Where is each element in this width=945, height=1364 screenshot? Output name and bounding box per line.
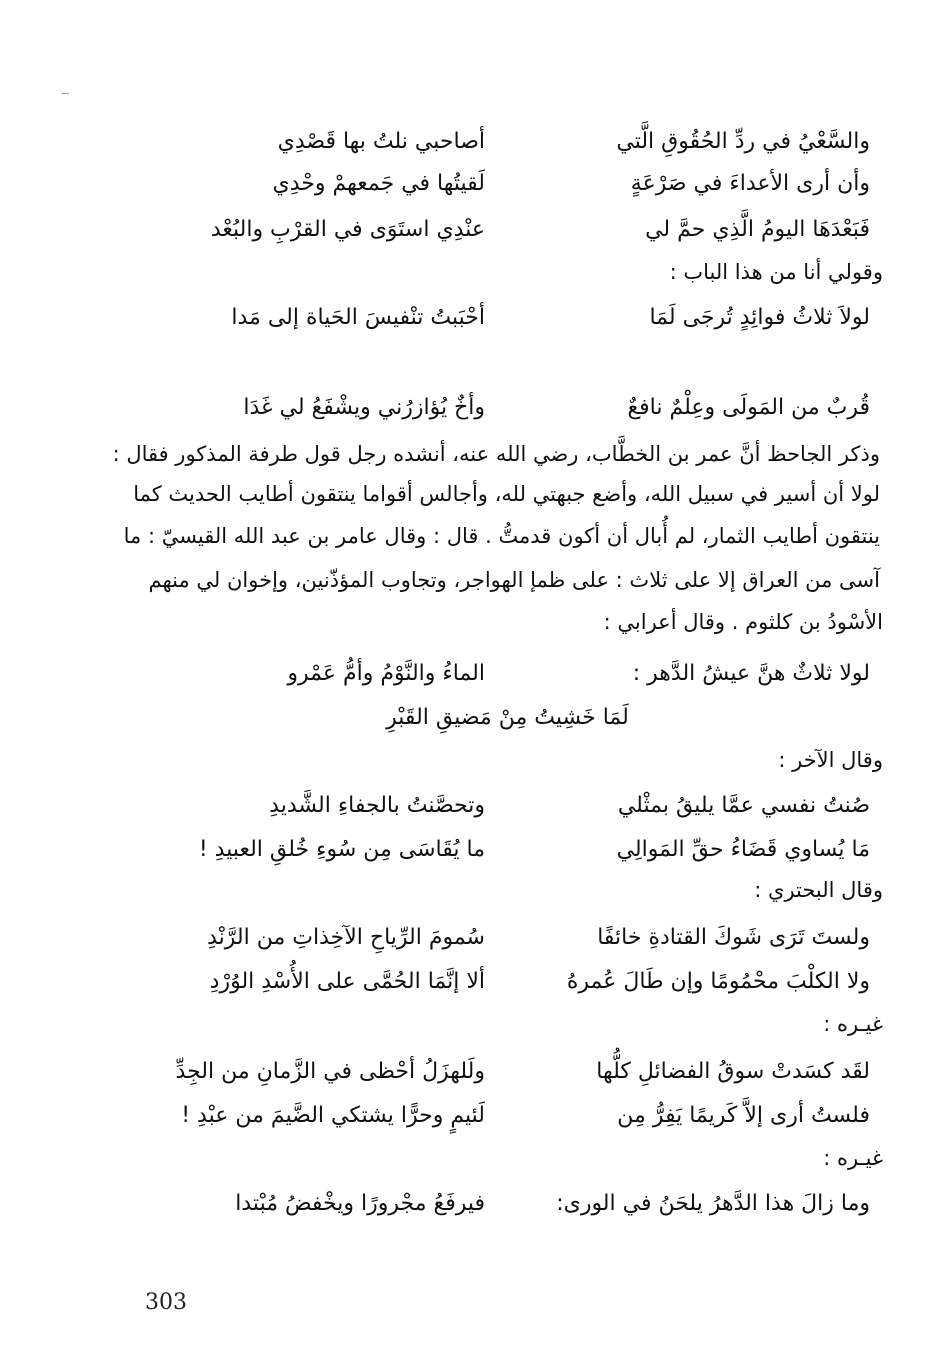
prose-line: وذكر الجاحظ أنَّ عمر بن الخطَّاب، رضي الله عنه، أنشده رجل قول طرفة المذكور فقال : (112, 442, 880, 466)
verse-second-hemistich: ما يُقَاسَى مِن سُوءِ خُلقِ العبيدِ ! (198, 837, 485, 862)
verse-second-hemistich: فيرفَعُ مجْرورًا ويخْفضُ مُبْتدا (235, 1191, 485, 1216)
page-number: 303 (145, 1290, 187, 1315)
verse-line (135, 652, 880, 696)
scan-mark (62, 93, 69, 94)
verse-first-hemistich: ولا الكلْبَ محْمُومًا وإن طَالَ عُمرهُ (566, 969, 870, 994)
verse-first-hemistich: فلستُ أرى إلاَّ كَريمًا يَفِرُّ مِن (617, 1103, 870, 1128)
verse-first-hemistich: مَا يُساوي قَضَاءُ حقِّ المَوالِي (616, 837, 870, 862)
verse-second-hemistich: الماءُ والنَّوْمُ وأمُّ عَمْرو (287, 661, 485, 686)
verse-line (135, 916, 880, 960)
verse-second-hemistich: عنْدِي استَوَى في القرْبِ والبُعْد (210, 217, 485, 242)
verse-second-hemistich: وأخٌ يُؤازرُني ويشْفَعُ لي غَدَا (243, 395, 485, 420)
verse-line (135, 386, 880, 430)
verse-first-hemistich: فَبَعْدَهَا اليومُ الَّذِي حمَّ لي (645, 217, 870, 242)
verse-line (135, 1094, 880, 1138)
verse-line (135, 1182, 880, 1226)
verse-first-hemistich: قُربٌ من المَولَى وعِلْمٌ نافعٌ (627, 395, 870, 420)
prose-line: ينتقون أطايب الثمار، لم أُبال أن أكون قدمتُّ . قال : وقال عامر بن عبد الله القيسيّ : ما (123, 524, 880, 548)
verse-tail: لَمَا خَشِيتُ مِنْ مَضيقِ القَبْرِ (386, 705, 629, 730)
prose-line: الأسْودُ بن كلثوم . وقال أعرابي : (603, 610, 883, 634)
verse-line (135, 296, 880, 340)
verse-first-hemistich: والسَّعْيُ في ردِّ الحُقُوقِ الَّتي (616, 129, 870, 154)
verse-first-hemistich: وأن أرى الأعداءَ في صَرْعَةٍ (630, 171, 870, 196)
verse-second-hemistich: وتحصَّنتُ بالجفاءِ الشَّديدِ (269, 793, 485, 818)
verse-second-hemistich: ولَلهزَلُ أحْظى في الزَّمانِ من الجِدِّ (175, 1059, 485, 1084)
verse-first-hemistich: صُنتُ نفسي عمَّا يليقُ بمثْلي (617, 793, 870, 818)
prose-line: آسى من العراق إلا على ثلاث : على ظمإ الهواجر، وتجاوب المؤذّنين، وإخوان لي منهم (148, 568, 880, 592)
verse-first-hemistich: وما زالَ هذا الدَّهرُ يلحَنُ في الورى: (556, 1191, 870, 1216)
verse-second-hemistich: لَقيتُها في جَمعهمْ وحْدِي (272, 171, 485, 196)
verse-first-hemistich: لولاَ ثلاثُ فوائِدٍ تُرجَى لَمَا (649, 305, 870, 330)
verse-first-hemistich: ولستَ تَرَى شَوكَ القتادةِ خائفًا (597, 925, 870, 950)
prose-line: لولا أن أسير في سبيل الله، وأضع جبهتي لله، وأجالس أقواما ينتقون أطايب الحديث كما (133, 482, 880, 506)
intro-line: غيـره : (823, 1012, 883, 1036)
verse-first-hemistich: لولا ثلاثٌ هنَّ عيشُ الدَّهر : (632, 661, 870, 686)
verse-line (135, 120, 880, 164)
verse-line (135, 162, 880, 206)
verse-line (135, 784, 880, 828)
verse-second-hemistich: أصاحبي نلتُ بها قَصْدِي (277, 129, 485, 154)
verse-line (135, 1050, 880, 1094)
verse-line (135, 960, 880, 1004)
verse-second-hemistich: سُمومَ الرِّياحِ الآخِذاتِ من الرَّنْدِ (207, 925, 485, 950)
intro-line: وقولي أنا من هذا الباب : (669, 260, 883, 284)
intro-line: وقال الآخر : (778, 748, 883, 772)
intro-line: غيـره : (823, 1146, 883, 1170)
verse-line (135, 208, 880, 252)
verse-second-hemistich: أحْبَبتُ تنْفيسَ الحَياة إلى مَدا (231, 305, 485, 330)
verse-second-hemistich: لَئيمٍ وحرًّا يشتكي الضَّيمَ من عبْدِ ! (181, 1103, 485, 1128)
verse-second-hemistich: ألا إنَّمَا الحُمَّى على الأُسْدِ الوُرْدِ (209, 969, 485, 994)
verse-line (135, 828, 880, 872)
intro-line: وقال البحتري : (754, 878, 883, 902)
verse-first-hemistich: لقَد كسَدتْ سوقُ الفضائلِ كلُّها (596, 1059, 870, 1084)
